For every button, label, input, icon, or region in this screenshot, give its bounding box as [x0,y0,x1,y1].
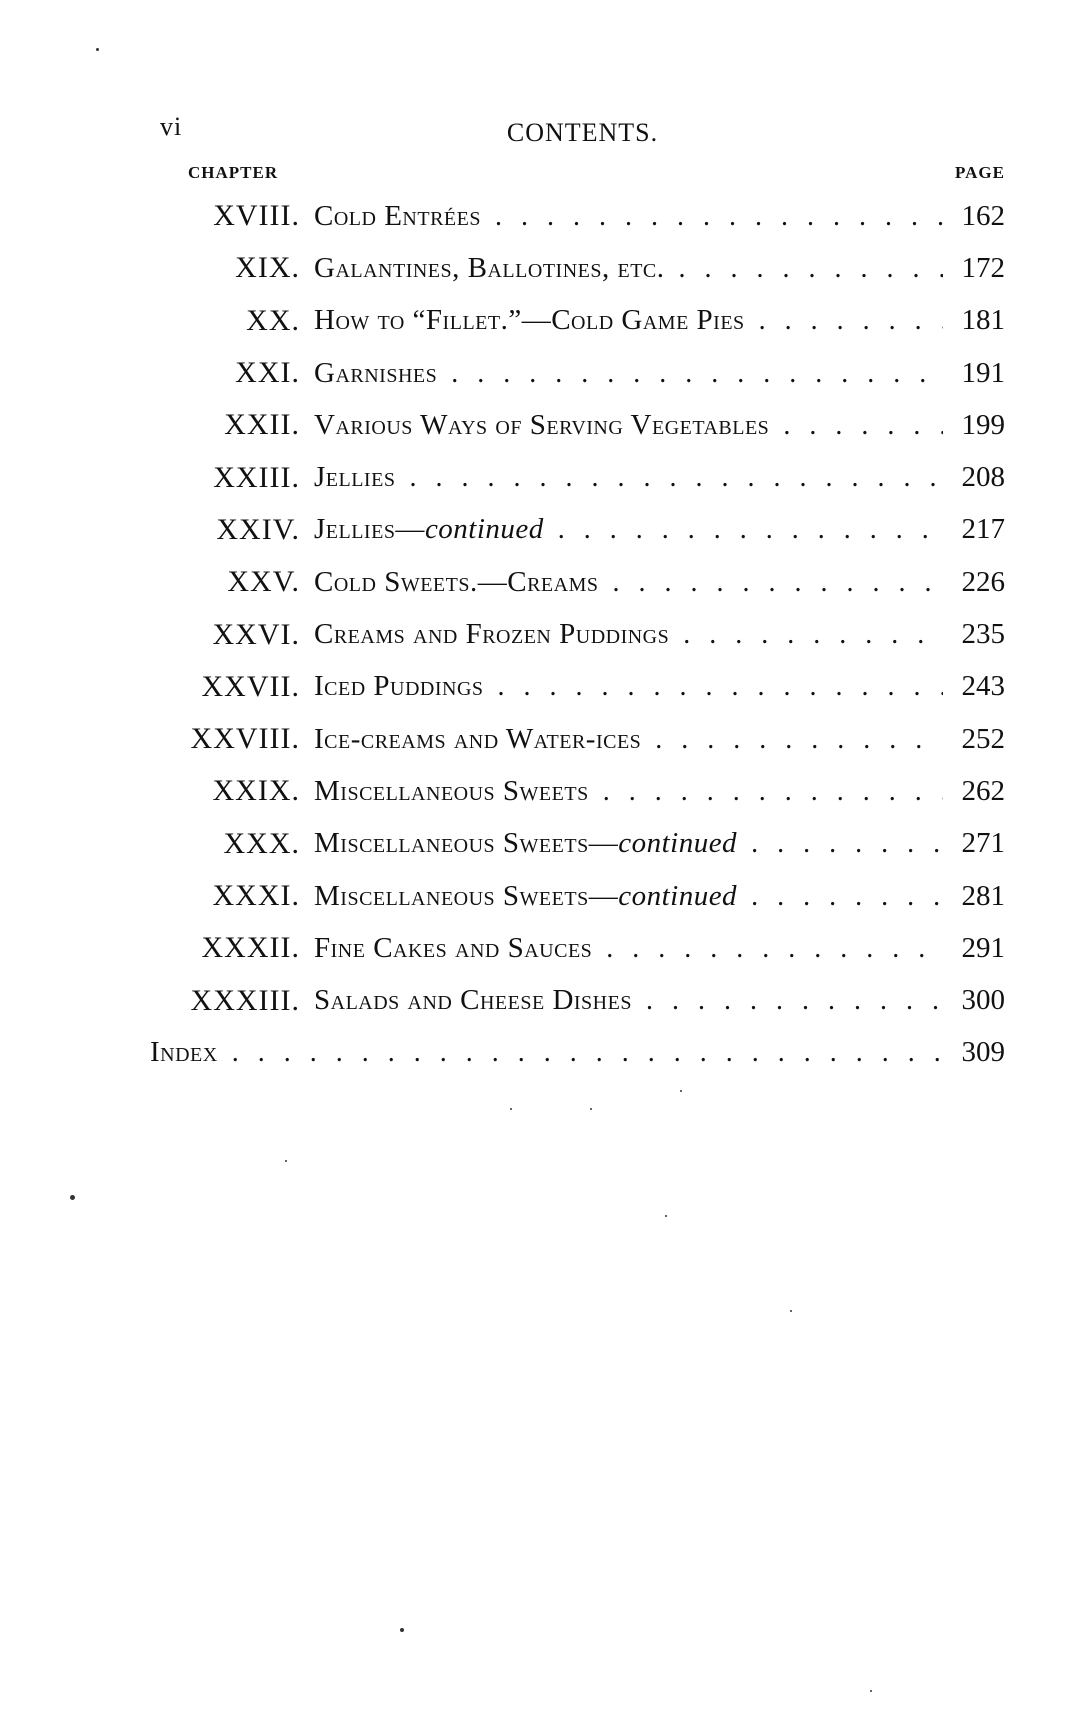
toc-entry-body [314,200,1005,233]
chapter-title: Jellies [314,461,396,494]
chapter-title-italic: continued [618,827,738,860]
toc-entry-body [150,1036,1005,1069]
toc-entry-body [314,723,1005,756]
page-number: 172 [961,251,1005,284]
page-number: 309 [961,1036,1005,1069]
dot-leader [603,776,943,808]
scan-speck [870,1690,872,1692]
dot-leader [655,724,943,756]
toc-entry-body [314,461,1005,494]
toc-row [150,974,1005,1026]
dot-leader [646,985,943,1017]
chapter-number: XX. [246,303,300,337]
chapter-title: Ice-creams and Water-ices [314,722,642,755]
toc-row [150,661,1005,713]
dot-leader [498,671,943,703]
dot-leader [679,253,944,285]
dot-leader [495,201,943,233]
toc-entry-body [314,775,1005,808]
chapter-number: XXIV. [216,512,300,546]
toc-entry-body [314,513,1005,546]
toc-row [150,713,1005,765]
toc-entry-body [314,984,1005,1017]
page-number: 243 [961,670,1005,703]
toc-entry-body [314,827,1005,860]
toc-row [150,818,1005,870]
dot-leader [606,933,943,965]
scan-speck [665,1215,667,1217]
column-headings [160,163,1005,187]
chapter-number: XXI. [235,356,300,390]
dot-leader [612,567,943,599]
chapter-title-italic: continued [618,879,738,912]
chapter-column-heading: CHAPTER [188,163,279,182]
index-title: Index [150,1036,218,1069]
chapter-number: XXXIII. [190,983,300,1017]
chapter-title: How to “Fillet.”—Cold Game Pies [314,304,745,337]
toc-entry-body [314,357,1005,390]
dot-leader [759,305,943,337]
scan-speck [285,1160,287,1162]
page-number: 226 [961,565,1005,598]
toc-row [150,922,1005,974]
toc-entry-body [314,409,1005,442]
toc-row [150,870,1005,922]
chapter-number: XXXI. [212,879,300,912]
toc-row-index [150,1027,1005,1079]
toc-row [150,765,1005,817]
dot-leader [558,514,943,546]
chapter-number: XXVII. [201,669,300,703]
page-number: 199 [961,408,1005,441]
chapter-title: Miscellaneous Sweets—continued [314,827,738,860]
chapter-title: Garnishes [314,356,438,389]
chapter-number: XVIII. [213,199,300,233]
scan-speck [96,48,99,51]
running-head [160,112,1005,152]
chapter-number: XXXII. [201,931,300,965]
chapter-title: Miscellaneous Sweets—continued [314,879,738,912]
dot-leader [783,410,943,442]
chapter-title: Jellies—continued [314,513,544,546]
chapter-number: XXV. [227,565,300,599]
toc-row [150,504,1005,556]
dot-leader [683,619,943,651]
toc-entry-body [314,880,1005,913]
toc-entry-body [314,566,1005,599]
chapter-number: XXIII. [213,460,300,494]
toc-entry-body [314,252,1005,285]
chapter-title: Salads and Cheese Dishes [314,984,632,1017]
page-number: 191 [961,356,1005,389]
scan-speck [510,1108,512,1110]
toc-row [150,347,1005,399]
scan-speck [70,1195,75,1200]
chapter-title: Cold Entrées [314,199,481,232]
chapter-number: XIX. [235,251,300,285]
toc-row [150,399,1005,451]
chapter-number: XXX. [223,826,300,860]
chapter-title: Miscellaneous Sweets [314,774,589,807]
toc-row [150,608,1005,660]
dot-leader [451,358,943,390]
page-number: 291 [961,931,1005,964]
page-folio: vi [160,112,183,141]
page-column-heading: PAGE [955,163,1005,182]
chapter-number: XXVI. [212,617,300,651]
chapter-title: Cold Sweets.—Creams [314,565,599,598]
page-number: 208 [961,461,1005,494]
toc-entry-body [314,670,1005,703]
page-number: 252 [961,722,1005,755]
page-number: 262 [961,774,1005,807]
chapter-number: XXIX. [212,774,300,808]
page-number: 271 [961,827,1005,860]
dot-leader [232,1037,943,1069]
page-number: 217 [961,513,1005,546]
dot-leader [751,828,943,860]
page-number: 281 [961,879,1005,912]
scan-speck [790,1310,792,1312]
chapter-title: Galantines, Ballotines, etc. [314,251,665,284]
toc-row [150,242,1005,294]
toc-row [150,451,1005,503]
dot-leader [409,462,943,494]
toc-entry-body [314,304,1005,337]
chapter-title: Iced Puddings [314,670,484,703]
chapter-title: Various Ways of Serving Vegetables [314,408,770,441]
page-number: 235 [961,618,1005,651]
page-number: 181 [961,304,1005,337]
chapter-number: XXII. [224,408,300,442]
chapter-title-italic: continued [424,513,544,546]
chapter-number: XXVIII. [190,722,300,756]
page-number: 162 [961,199,1005,232]
toc-row [150,556,1005,608]
toc-entry-body [314,932,1005,965]
scan-speck [400,1628,404,1632]
chapter-title: Creams and Frozen Puddings [314,618,670,651]
scan-speck [680,1090,682,1092]
page-title: CONTENTS. [506,118,659,147]
toc-row [150,295,1005,347]
toc-row [150,190,1005,242]
scan-speck [590,1108,592,1110]
page-number: 300 [961,984,1005,1017]
chapter-title: Fine Cakes and Sauces [314,931,593,964]
table-of-contents [150,190,1005,1079]
dot-leader [751,881,943,913]
toc-entry-body [314,618,1005,651]
